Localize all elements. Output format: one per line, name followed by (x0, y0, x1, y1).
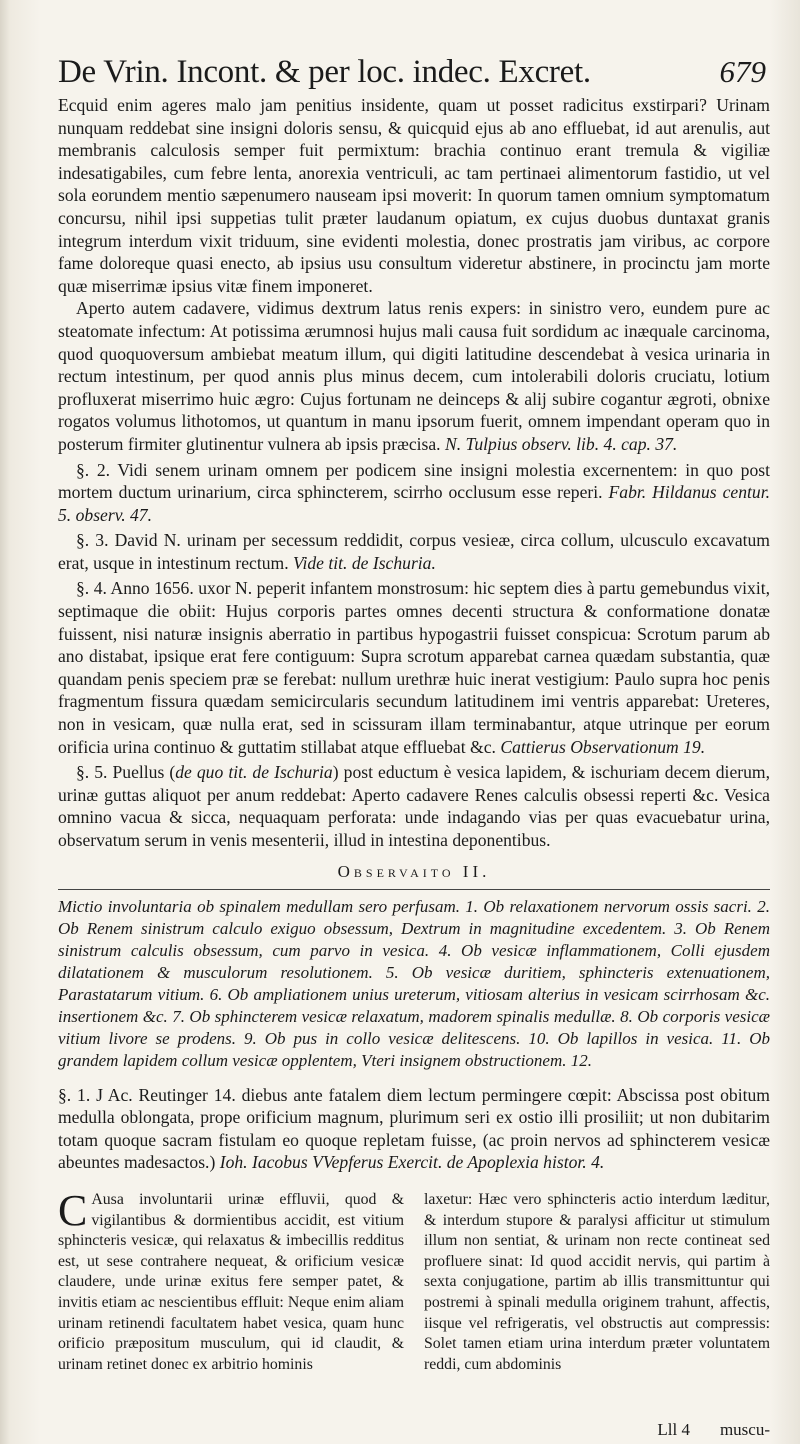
section-5-note: de quo tit. de Ischuria (175, 762, 333, 783)
citation-cattierus: Cattierus Observationum 19. (500, 736, 706, 757)
citation-hildanus: Fabr. Hildanus centur. 5. observ. 47. (58, 482, 771, 525)
section-3 (58, 529, 770, 574)
citation-wepferus: Ioh. Iacobus VVepferus Exercit. de Apoplexia histor. 4. (219, 1152, 605, 1173)
observation-title: Observaito II. (337, 861, 491, 881)
section-5 (58, 761, 770, 851)
section-4 (58, 577, 770, 758)
section-1-text: J Ac. Reutinger 14. diebus ante fatalem diem lectum permingere cœpit: Abscissa post obitum medulla oblongata, prope orificium magnum, plurimum seri ex ostio illi prosiliit; ut non dubitarim totam quoque sacram fistulam eo quoque repletam fuisse, (ac proin nervos ad sphincterem vesicæ abeuntes madesactos.) (58, 1084, 770, 1173)
section-1 (58, 1084, 770, 1174)
section-5-lead: §. 5. Puellus ( (76, 762, 176, 783)
observation-summary: Mictio involuntaria ob spinalem medullam sero perfusam. 1. Ob relaxationem nervorum ossis sacri. 2. Ob Renem sinistrum calculo exiguo obsessum, Dextrum in magnitudine excedentem. 3. Ob Renem sinistrum calculis obsessum, cum parvo in vesica. 4. Ob vesicæ inflammationem, Colli ejusdem dilatationem & musculorum resolutionem. 5. Ob vesicæ duritiem, sphincteris extenuationem, Parastatarum vitium. 6. Ob ampliationem unius ureterum, vitiosam alterius in vesicam scirrhosam &c. insertionem &c. 7. Ob sphincterem vesicæ relaxatum, madorem spinalis medullæ. 8. Ob corporis vesicæ vitium livore se prodens. 9. Ob pus in collo vesicæ delitescens. 10. Ob lapillos in vesica. 11. Ob grandem lapidem collum vesicæ opplentem, Vteri insignem obstructionem. 12. (58, 889, 770, 1072)
section-5-text: ) post eductum è vesica lapidem, & ischuriam decem dierum, urinæ guttas aliquot per anum reddebat: Aperto cadavere Renes calculis obsessi reperti &c. Vesica omnino vacua & sicca, nequaquam perforata: unde indagando vias per quas evacuebatur urina, observatum serum in venis mesenterii, illud in intestina deponentibus. (58, 762, 770, 850)
drop-cap: C (58, 1185, 88, 1235)
section-1-lead: §. 1. (58, 1084, 91, 1105)
right-column-text: laxetur: Hæc vero sphincteris actio interdum læditur, & interdum stupore & paralysi afficitur ut stimulum illum non sentiat, & urinam non recte contineat sed profluere sinat: Id quod accidit nervis, qui partim à sexta conjugatione, partim ab illis transmittuntur qui postremi à spinali medulla originem trahunt, affectis, iisque vel refrigeratis, vel obstructis aut compressis: Solet tamen etiam urina interdum præter voluntatem reddi, cum abdominis (424, 1190, 770, 1373)
citation-ischuria: Vide tit. de Ischuria. (293, 552, 436, 573)
page-number: 679 (719, 54, 766, 89)
catchword: muscu- (719, 1420, 770, 1439)
paragraph-2-text: Aperto autem cadavere, vidimus dextrum latus renis expers: in sinistro vero, eundem pure ac steatomate infectum: At potissima ærumnosi hujus mali causa fuit sordidum ac inæquale carcinoma, quod quoquoversum ambiebat meatum illum, qui digiti latitudine descendebat à vesica urinaria in rectum intestinum, per quod annis plus minus decem, cum intolerabili doloris cruciatu, lotium profluxerat miserrimo huic ægro: Cujus fortunam ne deinceps & alij subire cogantur ægroti, obnixe rogatos volumus lithotomos, ut quantum in manu ipsorum fuerit, omnem impendant operam quo in posterum firmiter glutinentur vulnera ab ipsis præcisa. (58, 298, 770, 454)
paragraph-2 (58, 297, 770, 455)
section-4-text: §. 4. Anno 1656. uxor N. peperit infantem monstrosum: hic septem dies à partu gemebundus vixit, septimaque die obiit: Hujus corporis partes omnes decenti structura & conformatione donatæ fuissent, nisi naturæ insignis aberratio in partibus hypogastrii fuisset conspicua: Scrotum parum ab ano distabat, ipsique erat fere contiguum: Supra scrotum apparebat carnea quædam substantia, quæ quandam penis speciem præ se ferebat: nullum urethræ huic inerat vestigium: Paulo supra hoc penis fragmentum fissura quædam semicircularis secundum latitudinem imi ventris apparebat: Ureteres, non in vesicam, quæ nulla erat, sed in scissuram illam terminabantur, atque utrinque per eorum orificia urina continuo & guttatim stillabat atque effluebat &c. (58, 578, 770, 757)
running-header (58, 52, 770, 92)
left-column-paragraph (58, 1185, 404, 1375)
section-2 (58, 459, 770, 527)
two-column-text (58, 1185, 770, 1375)
left-column-text: Ausa involuntarii urinæ effluvii, quod & vigilantibus & dormientibus accidit, est vitium sphincteris vesicæ, qui relaxatus & imbecillis redditus est, ut sese contrahere nequeat, & orificium vesicæ claudere, unde urinæ exitus fere semper patet, & invitis etiam ac nescientibus effluit: Neque enim aliam urinam retinendi facultatem habet vesica, quam hunc orificio præpositum musculum, qui id claudit, & urinam retinet donec ex arbitrio hominis (58, 1190, 404, 1373)
right-column (424, 1190, 770, 1375)
paragraph-1: Ecquid enim ageres malo jam penitius insidente, quam ut posset radicitus exstirpari? Urinam nunquam reddebat sine insigni doloris sensu, & quicquid ejus ab ano effluebat, id aut arenulis, aut membranis calculosis semper fuit permixtum: brachia continuo erant tremula & vigiliæ indesatigabiles, cum febre lenta, anorexia ventriculi, ac tam pertinaei alimentorum fastidio, ut vel sola eorundem mentio sæpenumero nauseam ipsi moverit: In quorum tamen omnium symptomatum concursu, nihil ipsi suppetias tulit præter laudanum opiatum, ex cujus duobus duntaxat granis integrum interdum vixit triduum, sine evidenti molestia, donec prostratis jam viribus, ac corpore fame doloreque quasi enecto, ab ipsius usu consultum videretur abstinere, in procinctu jam morte quæ miserrimæ ipsius vitæ finem imponeret. (58, 95, 770, 296)
section-3-text: §. 3. David N. urinam per secessum reddidit, corpus vesieæ, circa collum, ulcusculo excavatum erat, usque in intestinum rectum. (58, 530, 770, 573)
running-title: De Vrin. Incont. & per loc. indec. Excret. (58, 54, 591, 90)
citation-tulpius: N. Tulpius observ. lib. 4. cap. 37. (445, 433, 678, 454)
signature-mark: Lll 4 (657, 1420, 690, 1439)
page-footer (657, 1420, 770, 1440)
left-column (58, 1185, 404, 1375)
section-2-text: §. 2. Vidi senem urinam omnem per podicem sine insigni molestia excernentem: in quo post mortem ductum urinarium, circa sphincterem, scirrho occlusum esse reperi. (58, 459, 770, 503)
